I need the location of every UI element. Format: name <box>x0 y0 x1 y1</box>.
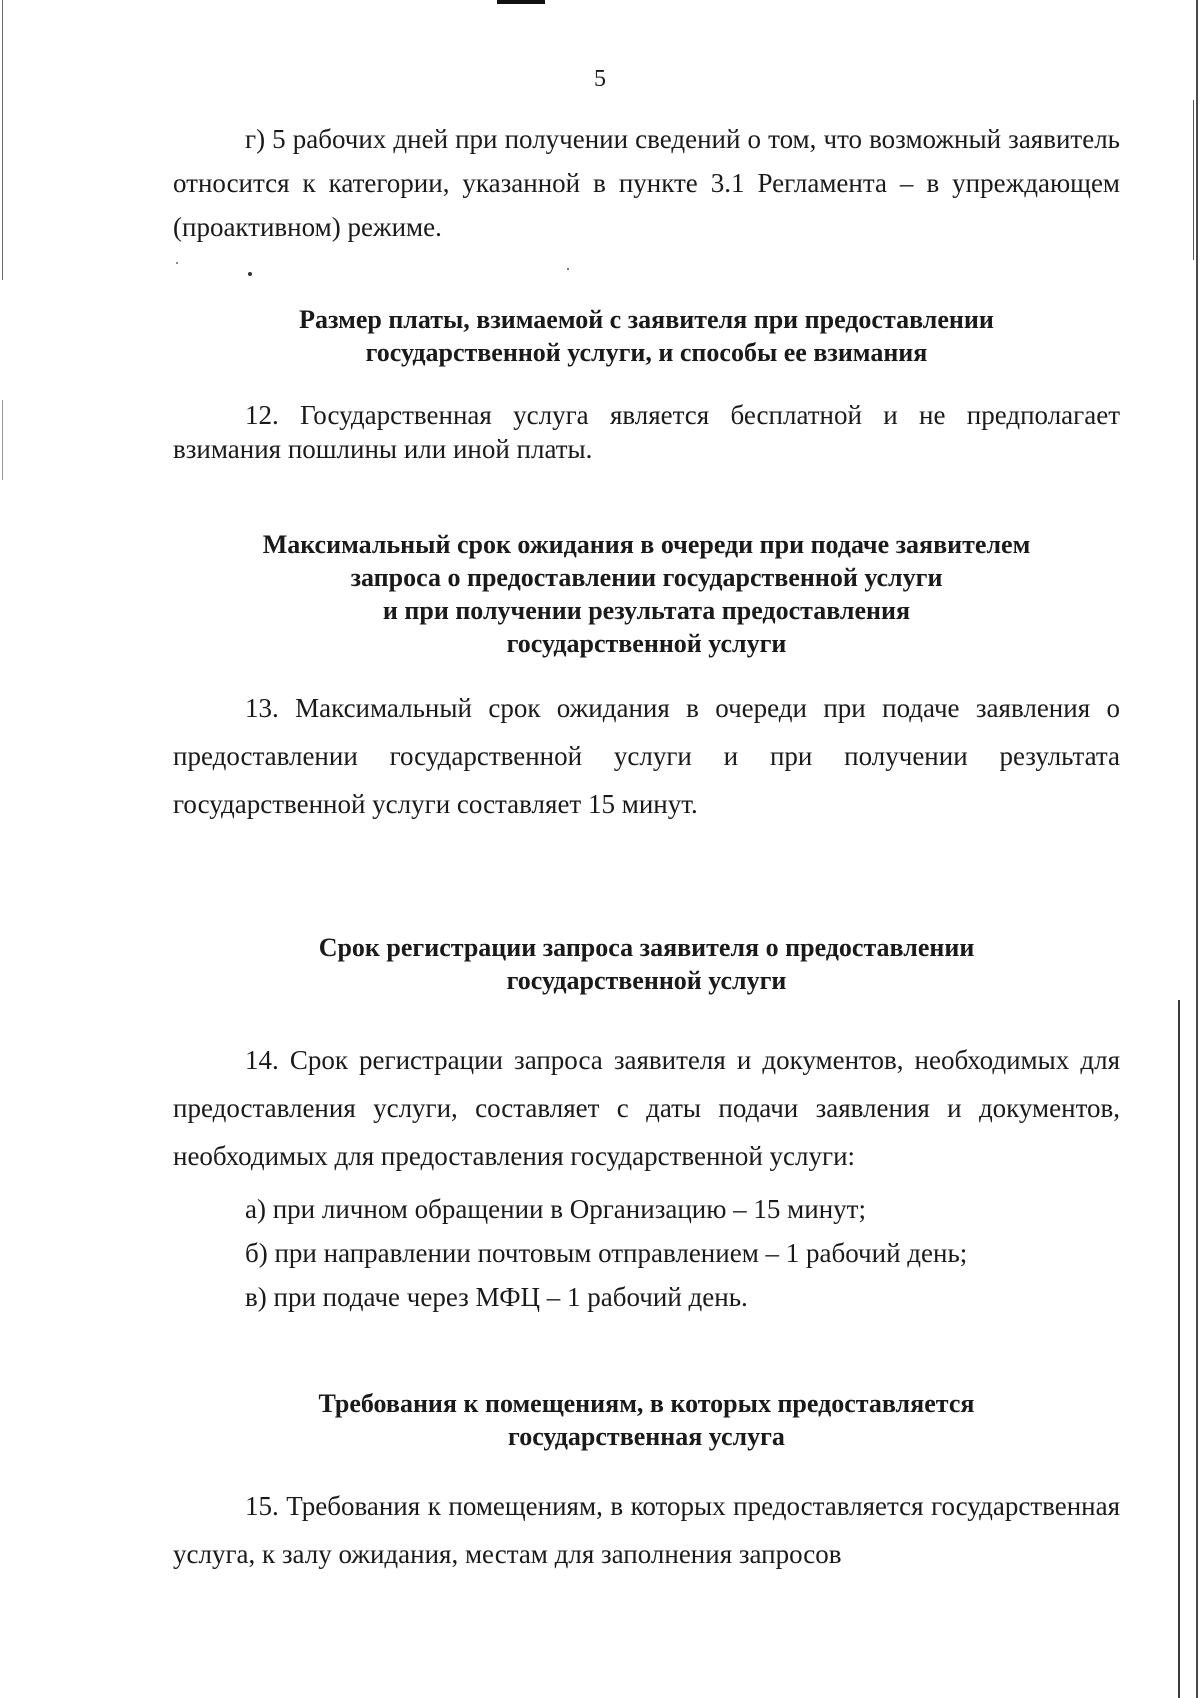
paragraph-line: 12. Государственная услуга является бесплатной и не предполагает <box>245 400 1120 430</box>
heading-line: государственная услуга <box>508 1422 785 1451</box>
heading-premises <box>173 1387 1120 1453</box>
heading-line: Срок регистрации запроса заявителя о предоставлении <box>318 933 975 962</box>
paragraph-line: взимания пошлины или иной платы. <box>173 434 593 464</box>
paragraph-12-text <box>173 398 1120 466</box>
paragraph-g-text <box>173 117 1120 249</box>
scan-speck <box>567 268 569 270</box>
heading-line: Максимальный срок ожидания в очереди при подаче заявителем <box>262 530 1031 559</box>
heading-line: и при получении результата предоставления <box>382 596 911 625</box>
scan-edge-right-lower <box>1178 1000 1180 1698</box>
paragraph-13 <box>173 684 1120 828</box>
scan-edge-right-upper <box>1193 100 1194 260</box>
paragraph-line: предоставлении государственной услуги и при получении результата <box>173 741 1120 771</box>
paragraph-12 <box>173 398 1120 466</box>
scan-speck <box>176 262 178 264</box>
registration-terms-list <box>173 1187 1120 1319</box>
heading-line: государственной услуги <box>506 629 787 658</box>
list-item: а) при личном обращении в Организацию – 15 минут; <box>245 1194 866 1224</box>
heading-line: государственной услуги <box>506 966 787 995</box>
heading-line: Размер платы, взимаемой с заявителя при предоставлении <box>299 305 994 334</box>
scan-edge-left-lower <box>2 400 3 480</box>
heading-line: Требования к помещениям, в которых предоставляется <box>318 1389 975 1418</box>
paragraph-14 <box>173 1036 1120 1180</box>
paragraph-line: государственной услуги составляет 15 минут. <box>173 789 698 819</box>
scan-edge-right <box>1196 0 1198 1698</box>
heading-line: запроса о предоставлении государственной услуги <box>350 563 943 592</box>
paragraph-line: для предоставления услуги, составляет с даты подачи заявления и <box>173 1045 1120 1123</box>
paragraph-line: документов, необходимых для предоставления государственной услуги: <box>173 1093 1121 1171</box>
paragraph-14-text <box>173 1036 1120 1180</box>
paragraph-line: в упреждающем (проактивном) режиме. <box>173 168 1121 242</box>
heading-queue <box>173 528 1120 660</box>
paragraph-15 <box>173 1482 1120 1578</box>
paragraph-line: государственная услуга, к залу ожидания, местам для заполнения запросов <box>173 1491 1120 1569</box>
heading-registration <box>173 931 1120 997</box>
paragraph-line: 13. Максимальный срок ожидания в очереди при подаче заявления о <box>245 693 1120 723</box>
list-item: б) при направлении почтовым отправлением – 1 рабочий день; <box>245 1238 968 1268</box>
paragraph-g <box>173 117 1120 249</box>
paragraph-line: г) 5 рабочих дней при получении сведений о том, что возможный <box>245 124 1002 154</box>
paragraph-line: 14. Срок регистрации запроса заявителя и документов, необходимых <box>245 1045 1070 1075</box>
paragraph-13-text <box>173 684 1120 828</box>
heading-fee <box>173 303 1120 369</box>
scan-speck <box>248 272 252 276</box>
paragraph-line: заявитель относится к категории, указанной в пункте 3.1 Регламента – <box>173 124 1120 198</box>
list-item: в) при подаче через МФЦ – 1 рабочий день. <box>245 1282 748 1312</box>
page-number: 5 <box>594 66 606 92</box>
scan-edge-left <box>2 0 3 280</box>
paragraph-15-text <box>173 1482 1120 1578</box>
paragraph-line: 15. Требования к помещениям, в которых предоставляется <box>245 1491 924 1521</box>
scan-top-mark <box>497 0 545 4</box>
heading-line: государственной услуги, и способы ее взимания <box>365 338 928 367</box>
